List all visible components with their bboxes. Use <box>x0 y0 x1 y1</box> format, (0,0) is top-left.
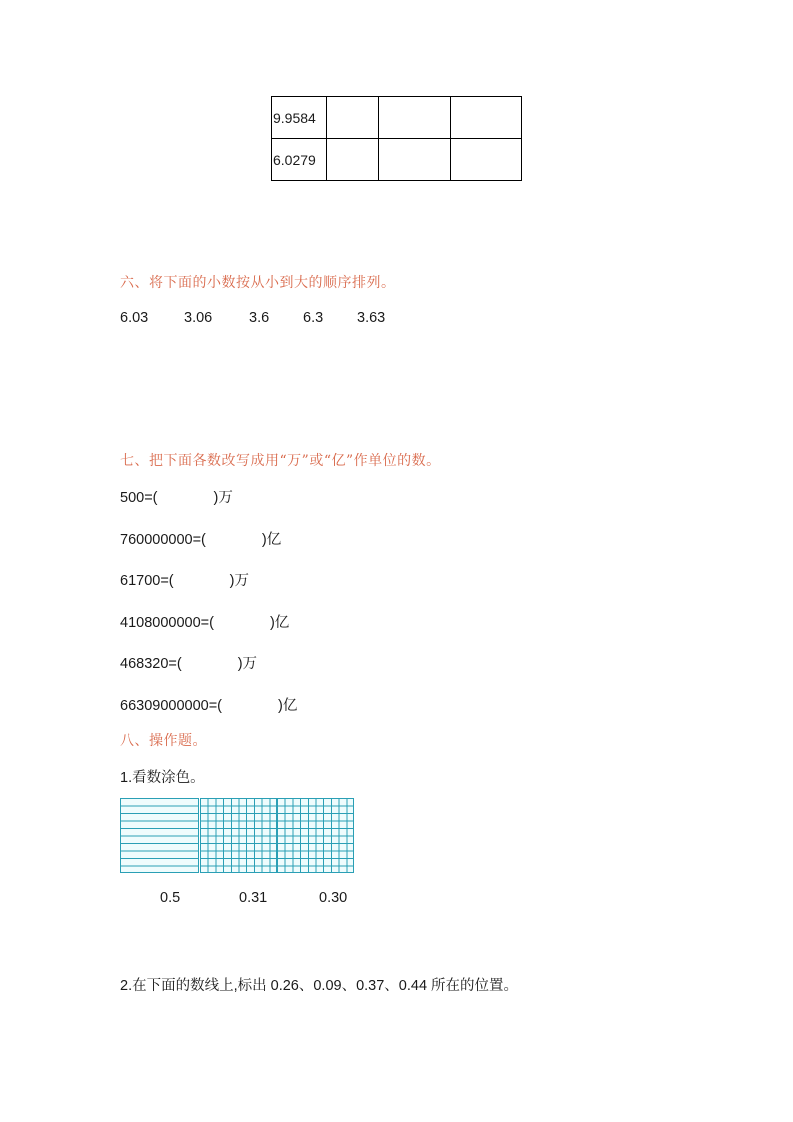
conversion-left: 760000000=( <box>120 532 206 548</box>
conversion-right: )万 <box>213 490 233 506</box>
table-cell-blank[interactable] <box>451 97 522 139</box>
grid-label: 0.30 <box>319 890 348 906</box>
conversion-right: )亿 <box>278 698 298 714</box>
grid-label: 0.31 <box>239 890 268 906</box>
decimal-table <box>271 96 522 181</box>
conversion-item <box>120 694 297 715</box>
conversion-item <box>120 486 233 507</box>
decimal-number: 3.63 <box>357 310 386 326</box>
conversion-left: 500=( <box>120 490 158 506</box>
q2-title: 2.在下面的数线上,标出 0.26、0.09、0.37、0.44 所在的位置。 <box>120 978 519 994</box>
table-cell-blank[interactable] <box>327 139 379 181</box>
conversion-item <box>120 528 281 549</box>
conversion-left: 4108000000=( <box>120 615 214 631</box>
section7-heading: 七、把下面各数改写成用“万”或“亿”作单位的数。 <box>120 453 441 469</box>
table-cell: 9.9584 <box>272 97 327 139</box>
conversion-item <box>120 611 289 632</box>
conversion-left: 468320=( <box>120 656 182 672</box>
decimal-number: 3.6 <box>249 310 270 326</box>
table-row <box>272 139 522 181</box>
conversion-right: )亿 <box>269 615 290 631</box>
section8-heading: 八、操作题。 <box>120 733 207 749</box>
conversion-right: )万 <box>237 656 258 672</box>
decimal-number: 6.03 <box>120 310 149 326</box>
decimal-number: 6.3 <box>303 310 324 326</box>
table-cell: 6.0279 <box>272 139 327 181</box>
table-cell-blank[interactable] <box>327 97 379 139</box>
q1-title: 1.看数涂色。 <box>120 770 205 786</box>
table-cell-blank[interactable] <box>451 139 522 181</box>
grid-label: 0.5 <box>160 890 181 906</box>
conversion-left: 61700=( <box>120 573 174 589</box>
tenths-grid[interactable] <box>120 798 199 873</box>
hundredths-grid[interactable] <box>200 798 277 873</box>
section6-heading: 六、将下面的小数按从小到大的顺序排列。 <box>120 275 396 291</box>
conversion-right: )万 <box>229 573 249 589</box>
conversion-item <box>120 652 257 673</box>
decimal-number: 3.06 <box>184 310 213 326</box>
table-row <box>272 97 522 139</box>
table-cell-blank[interactable] <box>379 97 451 139</box>
coloring-grids <box>120 798 354 873</box>
conversion-item <box>120 569 249 590</box>
hundredths-grid[interactable] <box>277 798 354 873</box>
table-cell-blank[interactable] <box>379 139 451 181</box>
conversion-left: 66309000000=( <box>120 698 223 714</box>
conversion-right: )亿 <box>261 532 282 548</box>
